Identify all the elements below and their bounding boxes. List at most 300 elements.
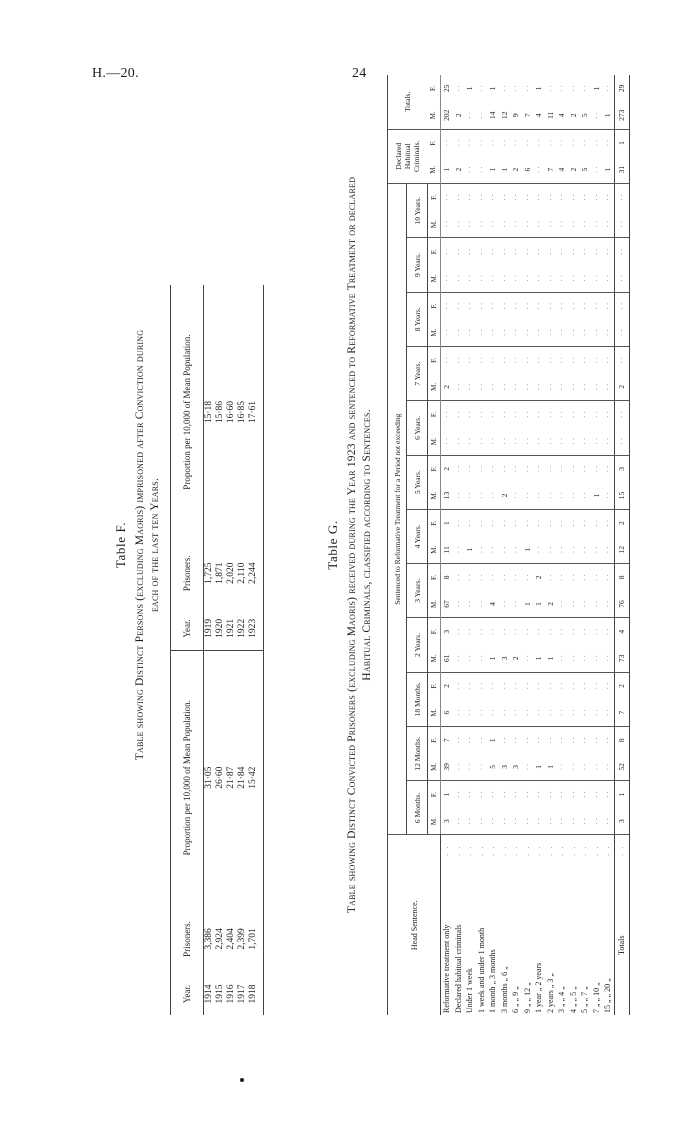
- table-g-cell: · ·: [557, 628, 566, 636]
- table-f-cell: 1922: [237, 618, 247, 638]
- table-g-cell: · ·: [499, 808, 511, 835]
- table-g-cell: · ·: [545, 482, 557, 509]
- table-g-cell: · ·: [533, 428, 545, 455]
- table-g-cell: · ·: [499, 411, 509, 418]
- table-g-cell: · ·: [499, 519, 509, 527]
- table-g-cell: · ·: [602, 482, 614, 509]
- table-g-cell: · ·: [488, 573, 497, 581]
- table-g-cell: · ·: [453, 302, 463, 310]
- table-g-leader-dots: . .: [476, 844, 485, 856]
- table-f-col-proportion-2: Proportion per 10,000 of Mean Population.: [171, 285, 204, 539]
- table-g-leader-dots: . .: [557, 844, 565, 856]
- table-g-cell: 14: [487, 102, 499, 129]
- table-g-col-female: F.: [428, 618, 441, 645]
- table-g-cell: · ·: [533, 265, 545, 292]
- table-g-cell: · ·: [614, 265, 629, 292]
- table-g-cell: · ·: [603, 736, 612, 744]
- table-g-cell: · ·: [568, 428, 580, 455]
- table-g-cell: · ·: [557, 356, 566, 364]
- page-number: 24: [352, 66, 367, 81]
- table-g-totals-row: [614, 75, 629, 1015]
- table-f-cell: 21·87: [226, 650, 237, 905]
- table-g-cell: · ·: [453, 428, 465, 455]
- table-g-cell: · ·: [533, 699, 545, 726]
- table-f-cell: 1920: [215, 618, 225, 638]
- table-g-cell: · ·: [522, 754, 534, 781]
- table-g-col-period: 6 Months.: [407, 781, 428, 835]
- table-g-cell: · ·: [465, 682, 474, 690]
- table-g-cell: · ·: [453, 356, 463, 364]
- table-f-cell: 21·84: [237, 650, 248, 905]
- table-g-cell: · ·: [557, 193, 566, 201]
- table-g-cell: · ·: [533, 211, 545, 238]
- table-g-row-label: 1 month „ 3 months: [488, 949, 497, 1013]
- table-g-col-female: F.: [428, 726, 441, 753]
- table-g-cell: · ·: [557, 465, 566, 473]
- table-g-cell: · ·: [591, 808, 603, 835]
- table-g-cell: · ·: [580, 356, 589, 364]
- table-g-row: [591, 75, 603, 1015]
- table-g-row-label: 5 „ „ 7 „: [580, 986, 589, 1013]
- table-g-cell: · ·: [603, 411, 612, 418]
- table-g-cell: 1: [488, 86, 497, 91]
- table-g-cell: · ·: [488, 519, 497, 527]
- table-g-cell: · ·: [534, 248, 543, 256]
- table-g-cell: · ·: [603, 465, 612, 473]
- table-f-cell: 2,110: [237, 562, 247, 584]
- table-g-title: Table G.: [325, 520, 340, 570]
- table-g-cell: · ·: [499, 628, 509, 636]
- table-g-body: [441, 75, 630, 1015]
- table-g-cell: · ·: [511, 411, 520, 418]
- stray-ink-dot: [240, 1078, 244, 1082]
- table-g-col-male: M.: [428, 428, 441, 455]
- table-f-caption-line1: Table showing Distinct Persons (excluding Maoris) imprisoned after Conviction during: [134, 329, 146, 761]
- table-g-cell: · ·: [465, 248, 474, 256]
- table-g-cell: 3: [499, 754, 511, 781]
- table-g-cell: 1: [533, 754, 545, 781]
- table-g-cell: · ·: [510, 591, 522, 618]
- table-g-col-period: 2 Years.: [407, 618, 428, 672]
- table-g-cell: · ·: [545, 682, 555, 690]
- table-g-cell: 4: [556, 102, 568, 129]
- table-g-cell: · ·: [579, 265, 591, 292]
- table-f-cell: 15·18: [204, 400, 214, 424]
- table-g-cell: · ·: [487, 699, 499, 726]
- table-g-cell: · ·: [476, 573, 486, 581]
- table-f-cell: 17·61: [248, 285, 264, 539]
- table-g-cell: · ·: [476, 791, 486, 798]
- table-g-cell: · ·: [476, 519, 486, 527]
- table-g-cell: · ·: [476, 356, 486, 364]
- table-g-col-female: F.: [428, 129, 441, 156]
- table-g-cell: 39: [441, 754, 453, 781]
- table-g-cell: · ·: [603, 193, 612, 201]
- table-g-cell: · ·: [464, 374, 476, 401]
- table-g-cell: · ·: [488, 193, 497, 201]
- table-g-cell: 61: [441, 645, 453, 672]
- table-g-row-label: 6 „ „ 9 „: [511, 986, 520, 1013]
- table-g-cell: · ·: [579, 645, 591, 672]
- table-g-cell: · ·: [603, 628, 612, 636]
- table-g-cell: 2: [510, 156, 522, 183]
- table-g-cell: · ·: [510, 808, 522, 835]
- table-g-leader-dots: . .: [603, 844, 611, 856]
- table-g-cell: · ·: [591, 736, 601, 744]
- table-g-cell: · ·: [465, 356, 474, 364]
- table-g-col-female: F.: [428, 292, 441, 319]
- table-g-cell: · ·: [488, 682, 497, 690]
- table-g-cell: · ·: [591, 591, 603, 618]
- table-g-cell: · ·: [591, 465, 601, 473]
- table-g-row-label: 3 months „ 6 „: [499, 966, 509, 1013]
- table-g-cell: · ·: [453, 573, 463, 581]
- table-g-cell: · ·: [522, 302, 532, 310]
- table-g-cell: 8: [614, 726, 629, 753]
- table-g-leader-dots: . .: [568, 844, 577, 856]
- table-g-cell: · ·: [603, 682, 612, 690]
- table-g-cell: 7: [522, 102, 534, 129]
- table-g-cell: 2: [614, 672, 629, 699]
- table-g-cell: · ·: [453, 754, 465, 781]
- table-g-col-female: F.: [428, 183, 441, 210]
- table-g-cell: · ·: [602, 211, 614, 238]
- table-g-cell: · ·: [614, 211, 629, 238]
- table-g-cell: 273: [614, 102, 629, 129]
- table-g-cell: · ·: [614, 346, 629, 373]
- table-f-cell: 16·85: [237, 400, 247, 424]
- table-g-cell: · ·: [591, 374, 603, 401]
- table-g-cell: 7: [614, 699, 629, 726]
- table-g-caption-line1: Table showing Distinct Convicted Prisoners (excluding Maoris) received during the Year 1923 and sentenced to Reformative Treatment or declared: [346, 176, 358, 914]
- table-g-cell: · ·: [603, 573, 612, 581]
- table-g-cell: · ·: [534, 682, 543, 690]
- table-g-cell: · ·: [511, 84, 520, 92]
- table-g-cell: · ·: [442, 411, 451, 418]
- table-g-cell: · ·: [476, 591, 488, 618]
- table-f-row: [215, 285, 226, 1015]
- table-g-cell: · ·: [591, 573, 601, 581]
- table-g-cell: 29: [614, 75, 629, 102]
- table-g-cell: · ·: [453, 699, 465, 726]
- table-g-cell: · ·: [441, 319, 453, 346]
- table-g-cell: · ·: [579, 754, 591, 781]
- table-g-cell: · ·: [591, 791, 601, 798]
- table-g-cell: 4: [556, 156, 568, 183]
- table-g-cell: 67: [441, 591, 453, 618]
- table-g-cell: · ·: [488, 791, 497, 798]
- table-g-cell: · ·: [591, 156, 603, 183]
- table-g-col-male: M.: [428, 319, 441, 346]
- table-g-cell: · ·: [568, 356, 578, 364]
- table-g-cell: 2: [453, 156, 465, 183]
- table-g-cell: · ·: [556, 482, 568, 509]
- table-g-cell: · ·: [579, 482, 591, 509]
- table-g-cell: 1: [533, 645, 545, 672]
- table-f-cell: 2,020: [226, 562, 236, 584]
- table-g-row: [533, 75, 545, 1015]
- table-g-cell: · ·: [488, 411, 497, 418]
- table-g-cell: · ·: [545, 573, 555, 581]
- table-g-cell: · ·: [568, 302, 578, 310]
- table-g-cell: · ·: [522, 374, 534, 401]
- table-g-cell: · ·: [534, 736, 543, 744]
- table-g-leader-dots: . .: [580, 844, 588, 856]
- table-g-cell: · ·: [510, 482, 522, 509]
- table-g-cell: · ·: [614, 428, 629, 455]
- table-g-cell: · ·: [522, 465, 532, 473]
- table-g-cell: · ·: [442, 356, 451, 364]
- table-g-cell: 1: [522, 591, 534, 618]
- table-g-cell: · ·: [510, 265, 522, 292]
- table-g-cell: · ·: [476, 628, 486, 636]
- table-g-leader-dots: . .: [511, 844, 519, 856]
- table-g-row: [441, 75, 453, 1015]
- table-g-cell: 7: [442, 738, 451, 743]
- table-f-cell: 2,244: [248, 539, 264, 607]
- table-g-cell: · ·: [499, 84, 509, 92]
- table-g-group-label: Sentenced to Reformative Treatment for a Period not exceeding: [388, 183, 407, 835]
- table-g-cell: · ·: [488, 628, 497, 636]
- table-g-col-period: 7 Years.: [407, 346, 428, 400]
- table-g-col-male: M.: [428, 374, 441, 401]
- table-g-cell: · ·: [545, 428, 557, 455]
- table-g-cell: · ·: [591, 193, 601, 201]
- table-g-cell: · ·: [533, 156, 545, 183]
- table-g-cell: · ·: [442, 193, 451, 201]
- table-g-cell: · ·: [568, 139, 578, 147]
- rotated-page-body: [95, 55, 700, 1035]
- table-g-cell: · ·: [488, 139, 497, 147]
- table-g-cell: 15: [614, 482, 629, 509]
- table-g-cell: · ·: [556, 211, 568, 238]
- table-g-row-label: 7 „ „ 10 „: [591, 982, 601, 1013]
- table-g-cell: · ·: [614, 292, 629, 319]
- table-f-row: [204, 285, 216, 1015]
- table-f-cell: 1917: [237, 984, 247, 1004]
- table-g-cell: · ·: [476, 682, 486, 690]
- table-g-cell: · ·: [556, 374, 568, 401]
- table-g-cell: 1: [464, 536, 476, 563]
- table-g-cell: · ·: [591, 411, 601, 418]
- table-f-cell: 2,404: [226, 928, 236, 950]
- table-g-cell: · ·: [488, 465, 497, 473]
- table-g-cell: · ·: [522, 482, 534, 509]
- table-g-cell: · ·: [465, 465, 474, 473]
- table-g-cell: 9: [510, 102, 522, 129]
- table-g-col-period: 4 Years.: [407, 509, 428, 563]
- table-g-cell: · ·: [522, 411, 532, 418]
- table-g-leader-dots: . .: [614, 835, 629, 865]
- table-g-cell: · ·: [522, 356, 532, 364]
- table-g-cell: 1: [534, 86, 543, 91]
- table-g-cell: · ·: [568, 682, 578, 690]
- table-g-cell: · ·: [557, 573, 566, 581]
- table-g-cell: · ·: [511, 139, 520, 147]
- table-g-cell: · ·: [453, 411, 463, 418]
- table-g-cell: · ·: [442, 248, 451, 256]
- table-g-cell: · ·: [568, 808, 580, 835]
- table-g-cell: · ·: [545, 465, 555, 473]
- table-g-cell: · ·: [579, 591, 591, 618]
- table-g-cell: · ·: [511, 628, 520, 636]
- table-g-col-period: 18 Months.: [407, 672, 428, 726]
- table-g-cell: · ·: [534, 791, 543, 798]
- table-g-cell: · ·: [591, 428, 603, 455]
- table-g-cell: · ·: [568, 791, 578, 798]
- table-g-cell: · ·: [557, 682, 566, 690]
- table-g-cell: · ·: [453, 682, 463, 690]
- table-g-cell: · ·: [534, 356, 543, 364]
- table-g-cell: · ·: [603, 519, 612, 527]
- table-g-cell: · ·: [580, 302, 589, 310]
- table-g-cell: · ·: [499, 211, 511, 238]
- table-g-cell: 52: [614, 754, 629, 781]
- table-g-cell: · ·: [579, 428, 591, 455]
- table-g-cell: · ·: [476, 482, 488, 509]
- table-g-cell: · ·: [568, 248, 578, 256]
- table-g-cell: 2: [442, 684, 451, 688]
- table-g-cell: · ·: [453, 211, 465, 238]
- table-g-cell: · ·: [614, 401, 629, 428]
- table-g-cell: 3: [614, 455, 629, 482]
- table-g-cell: · ·: [580, 736, 589, 744]
- table-g-cell: 1: [488, 738, 497, 743]
- table-g-cell: · ·: [499, 374, 511, 401]
- table-g-cell: · ·: [603, 248, 612, 256]
- table-g-col-male: M.: [428, 808, 441, 835]
- table-f-cell: 1,871: [215, 562, 225, 584]
- table-g-group-row: [388, 75, 407, 1015]
- table-g-col-male: M.: [428, 754, 441, 781]
- table-g-cell: · ·: [453, 265, 465, 292]
- table-g-cell: · ·: [453, 248, 463, 256]
- table-g-cell: · ·: [557, 302, 566, 310]
- table-g-cell: · ·: [453, 808, 465, 835]
- table-g-cell: · ·: [511, 736, 520, 744]
- table-g-row-label: 1 year „ 2 years: [534, 962, 543, 1013]
- table-g-row-label: Totals: [614, 865, 629, 1015]
- table-g-row: [510, 75, 522, 1015]
- table-f-header-row: [171, 285, 204, 1015]
- table-g-cell: 3: [614, 808, 629, 835]
- table-g-col-female: F.: [428, 75, 441, 102]
- table-g-cell: · ·: [476, 645, 488, 672]
- table-g-cell: 3: [510, 754, 522, 781]
- table-g-cell: · ·: [511, 791, 520, 798]
- table-g-cell: · ·: [580, 248, 589, 256]
- table-f-cell: 15·42: [248, 650, 264, 905]
- table-g-cell: · ·: [499, 302, 509, 310]
- table-g-row-label: 9 „ „ 12 „: [522, 982, 532, 1013]
- table-g-row: [499, 75, 511, 1015]
- table-g-cell: · ·: [476, 319, 488, 346]
- table-g-cell: · ·: [557, 736, 566, 744]
- table-f-row: [226, 285, 237, 1015]
- table-g-leader-dots: . .: [499, 844, 508, 856]
- table-g-cell: · ·: [476, 465, 486, 473]
- table-g-leader-dots: . .: [465, 844, 473, 856]
- table-g-cell: · ·: [579, 319, 591, 346]
- table-g-cell: · ·: [499, 682, 509, 690]
- table-g-row-label: 1 week and under 1 month: [476, 927, 486, 1013]
- table-g-cell: 1: [545, 645, 557, 672]
- table-g-cell: · ·: [522, 736, 532, 744]
- table-g-cell: · ·: [556, 808, 568, 835]
- table-g-cell: 3: [442, 629, 451, 634]
- table-g-cell: · ·: [476, 102, 488, 129]
- table-g-cell: · ·: [476, 411, 486, 418]
- table-g-col-male: M.: [428, 156, 441, 183]
- table-g-cell: · ·: [534, 465, 543, 473]
- table-g-cell: · ·: [453, 536, 465, 563]
- table-g-cell: 2: [442, 466, 451, 471]
- table-g-cell: · ·: [579, 211, 591, 238]
- table-g-cell: · ·: [534, 193, 543, 201]
- table-g-cell: · ·: [522, 193, 532, 201]
- table-g-cell: · ·: [602, 699, 614, 726]
- table-g-cell: · ·: [557, 248, 566, 256]
- table-g-row: [602, 75, 614, 1015]
- table-g-cell: 2: [534, 575, 543, 580]
- table-g-cell: 202: [441, 102, 453, 129]
- table-g-col-female: F.: [428, 238, 441, 265]
- table-g-row-label: 3 „ „ 4 „: [557, 986, 566, 1013]
- table-g-cell: · ·: [591, 519, 601, 527]
- table-g-cell: · ·: [580, 465, 589, 473]
- table-f-body: [204, 285, 264, 1015]
- table-g-cell: · ·: [487, 319, 499, 346]
- table-g-cell: · ·: [591, 754, 603, 781]
- table-g-row-label: 15 „ „ 20 „: [603, 978, 612, 1013]
- table-g-cell: · ·: [453, 628, 463, 636]
- table-f-cell: 3,386: [204, 928, 214, 950]
- table-g-cell: · ·: [453, 374, 465, 401]
- table-g-cell: · ·: [591, 356, 601, 364]
- table-g-cell: 1: [614, 129, 629, 156]
- table-f-cell: 2,399: [237, 928, 247, 950]
- table-g-cell: · ·: [545, 139, 555, 147]
- table-g-cell: · ·: [568, 645, 580, 672]
- table-f-cell: 2,924: [215, 928, 225, 950]
- table-g-cell: 76: [614, 591, 629, 618]
- table-g-cell: · ·: [557, 791, 566, 798]
- table-g-cell: · ·: [556, 754, 568, 781]
- table-g-cell: · ·: [557, 519, 566, 527]
- table-g-cell: · ·: [568, 736, 578, 744]
- table-g-cell: 1: [602, 156, 614, 183]
- table-g-col-male: M.: [428, 482, 441, 509]
- table-g-cell: · ·: [522, 573, 532, 581]
- table-g-cell: · ·: [534, 411, 543, 418]
- table-g-row-label: Reformative treatment only: [442, 924, 451, 1013]
- table-g-cell: 31: [614, 156, 629, 183]
- table-g-cell: · ·: [545, 211, 557, 238]
- table-g-head: [388, 75, 441, 1015]
- table-g-cell: · ·: [568, 465, 578, 473]
- table-f-col-proportion: Proportion per 10,000 of Mean Population.: [171, 650, 204, 905]
- table-g-cell: 2: [510, 645, 522, 672]
- table-g-cell: · ·: [465, 573, 474, 581]
- table-g-cell: · ·: [464, 591, 476, 618]
- table-g-cell: · ·: [465, 411, 474, 418]
- table-g-cell: · ·: [476, 374, 488, 401]
- table-f-title: Table F.: [113, 521, 128, 569]
- table-g-cell: · ·: [499, 193, 509, 201]
- table-g-row: [464, 75, 476, 1015]
- table-g-leader-dots: . .: [453, 844, 462, 856]
- table-g-cell: · ·: [464, 428, 476, 455]
